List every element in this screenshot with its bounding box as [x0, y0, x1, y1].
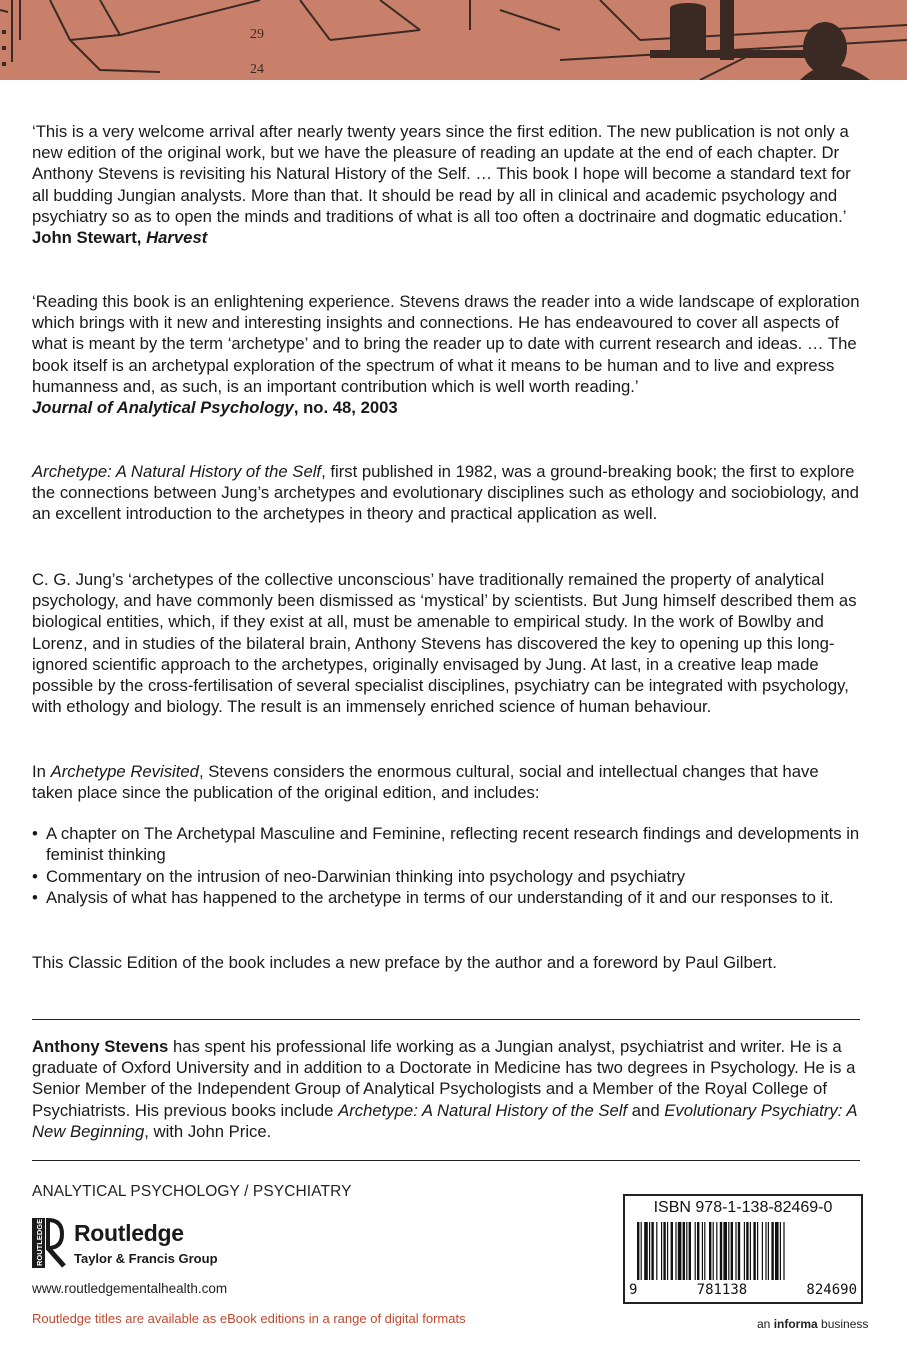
informa-prefix: an — [757, 1317, 774, 1331]
barcode-bar — [683, 1222, 685, 1280]
barcode-bar — [728, 1222, 729, 1280]
bullet-icon: • — [32, 824, 38, 843]
barcode-bar — [762, 1222, 763, 1280]
publisher-name: Routledge — [74, 1220, 184, 1246]
isbn-label: ISBN 978-1-138-82469-0 — [653, 1199, 833, 1216]
author-name: Anthony Stevens — [32, 1037, 169, 1056]
barcode-bar — [663, 1222, 665, 1280]
publisher-website-link[interactable]: www.routledgementalhealth.com — [32, 1281, 228, 1296]
barcode-bar — [723, 1222, 727, 1280]
figure-label: 24 — [250, 62, 264, 77]
book-title: Archetype: A Natural History of the Self — [338, 1100, 628, 1120]
barcode-bar — [744, 1222, 745, 1280]
review-publication: Journal of Analytical Psychology — [32, 398, 294, 418]
barcode-bar — [709, 1222, 711, 1280]
informa-business-label — [757, 1317, 868, 1331]
review-source — [32, 397, 862, 418]
barcode-bar — [720, 1222, 722, 1280]
description-text: , first published in 1982, was a ground-breaking book; the first to explore the connections between Jung’s archetypes and evolutionary disciplines such as ethology and sociobiology, and an excellent introduction to the archetypes in theory and practical application as well. — [32, 462, 859, 524]
barcode-bar — [651, 1222, 653, 1280]
barcode-bar — [649, 1222, 650, 1280]
subject-category: ANALYTICAL PSYCHOLOGY / PSYCHIATRY — [32, 1183, 352, 1200]
description-text: , Stevens considers the enormous cultural, social and intellectual changes that have taken place since the publication of the original edition, and includes: — [32, 762, 819, 803]
review-quote-jap — [32, 291, 862, 418]
review-publication: Harvest — [146, 228, 208, 248]
barcode-bar — [704, 1222, 705, 1280]
barcode-bar — [731, 1222, 733, 1280]
bio-text: and — [627, 1100, 665, 1120]
bio-text: , with John Price. — [144, 1121, 272, 1141]
review-quote-harvest — [32, 121, 862, 248]
book-title: Archetype Revisited — [50, 762, 199, 781]
list-item — [32, 823, 862, 865]
informa-suffix: business — [817, 1317, 869, 1331]
barcode-bar — [746, 1222, 748, 1280]
barcode-bar — [771, 1222, 773, 1280]
bullet-text: Commentary on the intrusion of neo-Darwinian thinking into psychology and psychiatry — [46, 867, 686, 886]
figure-label: 29 — [250, 27, 264, 42]
barcode-bar — [641, 1222, 642, 1280]
divider — [32, 1019, 860, 1020]
list-item — [32, 866, 862, 887]
barcode-digits — [629, 1282, 857, 1298]
barcode-digit-group: 781138 — [696, 1282, 748, 1298]
barcode-bar — [689, 1222, 691, 1280]
publisher-vertical-label: ROUTLEDGE — [35, 1218, 44, 1266]
barcode-bar — [678, 1222, 682, 1280]
barcode-bar — [644, 1222, 648, 1280]
barcode-bar — [780, 1222, 781, 1280]
ebook-note: Routledge titles are available as eBook editions in a range of digital formats — [32, 1311, 466, 1326]
barcode-bar — [667, 1222, 668, 1280]
isbn-barcode-box — [623, 1194, 863, 1304]
book-title: Archetype: A Natural History of the Self — [32, 462, 322, 481]
reviewer-name: John Stewart, — [32, 228, 142, 248]
bullet-icon: • — [32, 888, 38, 907]
review-quote-text: ‘This is a very welcome arrival after nearly twenty years since the first edition. The new publication is not only a new edition of the original work, but we have the pleasure of reading an update at the end of each chapter. Dr Anthony Stevens is revisiting his Natural History of the Self. … This book I hope will become a standard text for all budding Jungian analysts. More than that. It should be read by all in clinical and academic psychology and psychiatry so as to open the minds and traditions of what is all too often a doctrinaire and dogmatic education.’ — [32, 122, 851, 226]
bullet-icon: • — [32, 867, 38, 886]
description-classic-edition: This Classic Edition of the book includes a new preface by the author and a foreword by Paul Gilbert. — [32, 953, 777, 972]
barcode-bar — [783, 1222, 784, 1280]
barcode-bar — [775, 1222, 779, 1280]
barcode-bar — [695, 1222, 696, 1280]
barcode-bar — [661, 1222, 662, 1280]
informa-brand: informa — [773, 1317, 818, 1331]
barcode-bar — [671, 1222, 673, 1280]
barcode-icon — [633, 1222, 853, 1282]
barcode-bar — [713, 1222, 714, 1280]
barcode-bar — [697, 1222, 699, 1280]
list-item — [32, 887, 862, 908]
barcode-bar — [637, 1222, 639, 1280]
divider — [32, 1160, 860, 1161]
bio-text: has spent his professional life working as a Jungian analyst, psychiatrist and writer. He is a graduate of Oxford University and in addition to a Doctorate in Medicine has two degrees in Psychology. He is a Senior Member of the Independent Group of Analytical Psychologists and a Member of the Royal College of Psychiatrists. His previous books include — [32, 1037, 856, 1120]
book-title: Evolutionary Psychiatry: A New Beginning — [32, 1100, 857, 1141]
review-quote-text: ‘Reading this book is an enlightening experience. Stevens draws the reader into a wide landscape of exploration which brings with it new and interesting insights and connections. He has endeavoured to cover all aspects of what is meant by the term ‘archetype’ and to bring the reader up to date with current research and ideas. … The book itself is an archetypal exploration of the spectrum of what it means to be human and to live and express humanness and, as such, is an important contribution which is well worth reading.’ — [32, 292, 860, 396]
routledge-mark-icon — [32, 1218, 68, 1268]
barcode-bar — [675, 1222, 676, 1280]
engraving-illustration — [0, 0, 907, 80]
barcode-bar — [735, 1222, 736, 1280]
author-bio — [32, 1036, 862, 1142]
barcode-bar — [656, 1222, 657, 1280]
review-issue: , no. 48, 2003 — [293, 398, 398, 418]
publisher-group: Taylor & Francis Group — [74, 1251, 218, 1266]
barcode-bar — [702, 1222, 703, 1280]
description-prefix: In — [32, 762, 51, 781]
description-revisited — [32, 761, 862, 803]
barcode-bar — [757, 1222, 758, 1280]
review-source — [32, 227, 862, 248]
barcode-bar — [765, 1222, 766, 1280]
description-original-book — [32, 461, 862, 525]
cover-illustration-band — [0, 0, 907, 80]
barcode-digit-group: 824690 — [806, 1282, 857, 1298]
barcode-bar — [750, 1222, 751, 1280]
bullet-text: A chapter on The Archetypal Masculine and Feminine, reflecting recent research findings and developments in feminist thinking — [46, 824, 860, 865]
barcode-bar — [768, 1222, 769, 1280]
barcode-bar — [753, 1222, 755, 1280]
routledge-logo — [32, 1218, 272, 1270]
barcode-bar — [716, 1222, 717, 1280]
bullet-text: Analysis of what has happened to the archetype in terms of our understanding of it and our responses to it. — [46, 888, 834, 907]
barcode-digit-group: 9 — [629, 1282, 638, 1298]
barcode-bar — [686, 1222, 687, 1280]
barcode-bar — [738, 1222, 740, 1280]
description-jung-archetypes: C. G. Jung’s ‘archetypes of the collective unconscious’ have traditionally remained the property of analytical psychology, and have commonly been dismissed as ‘mystical’ by scientists. But Jung himself described them as biological entities, which, if they exist at all, must be amenable to empirical study. In the work of Bowlby and Lorenz, and in studies of the bilateral brain, Anthony Stevens has discovered the key to opening up this long-ignored scientific approach to the archetypes, originally envisaged by Jung. At last, in a creative leap made possible by the cross-fertilisation of several specialist disciplines, psychiatry can be integrated with psychology, with ethology and biology. The result is an immensely enriched science of human behaviour. — [32, 570, 857, 717]
